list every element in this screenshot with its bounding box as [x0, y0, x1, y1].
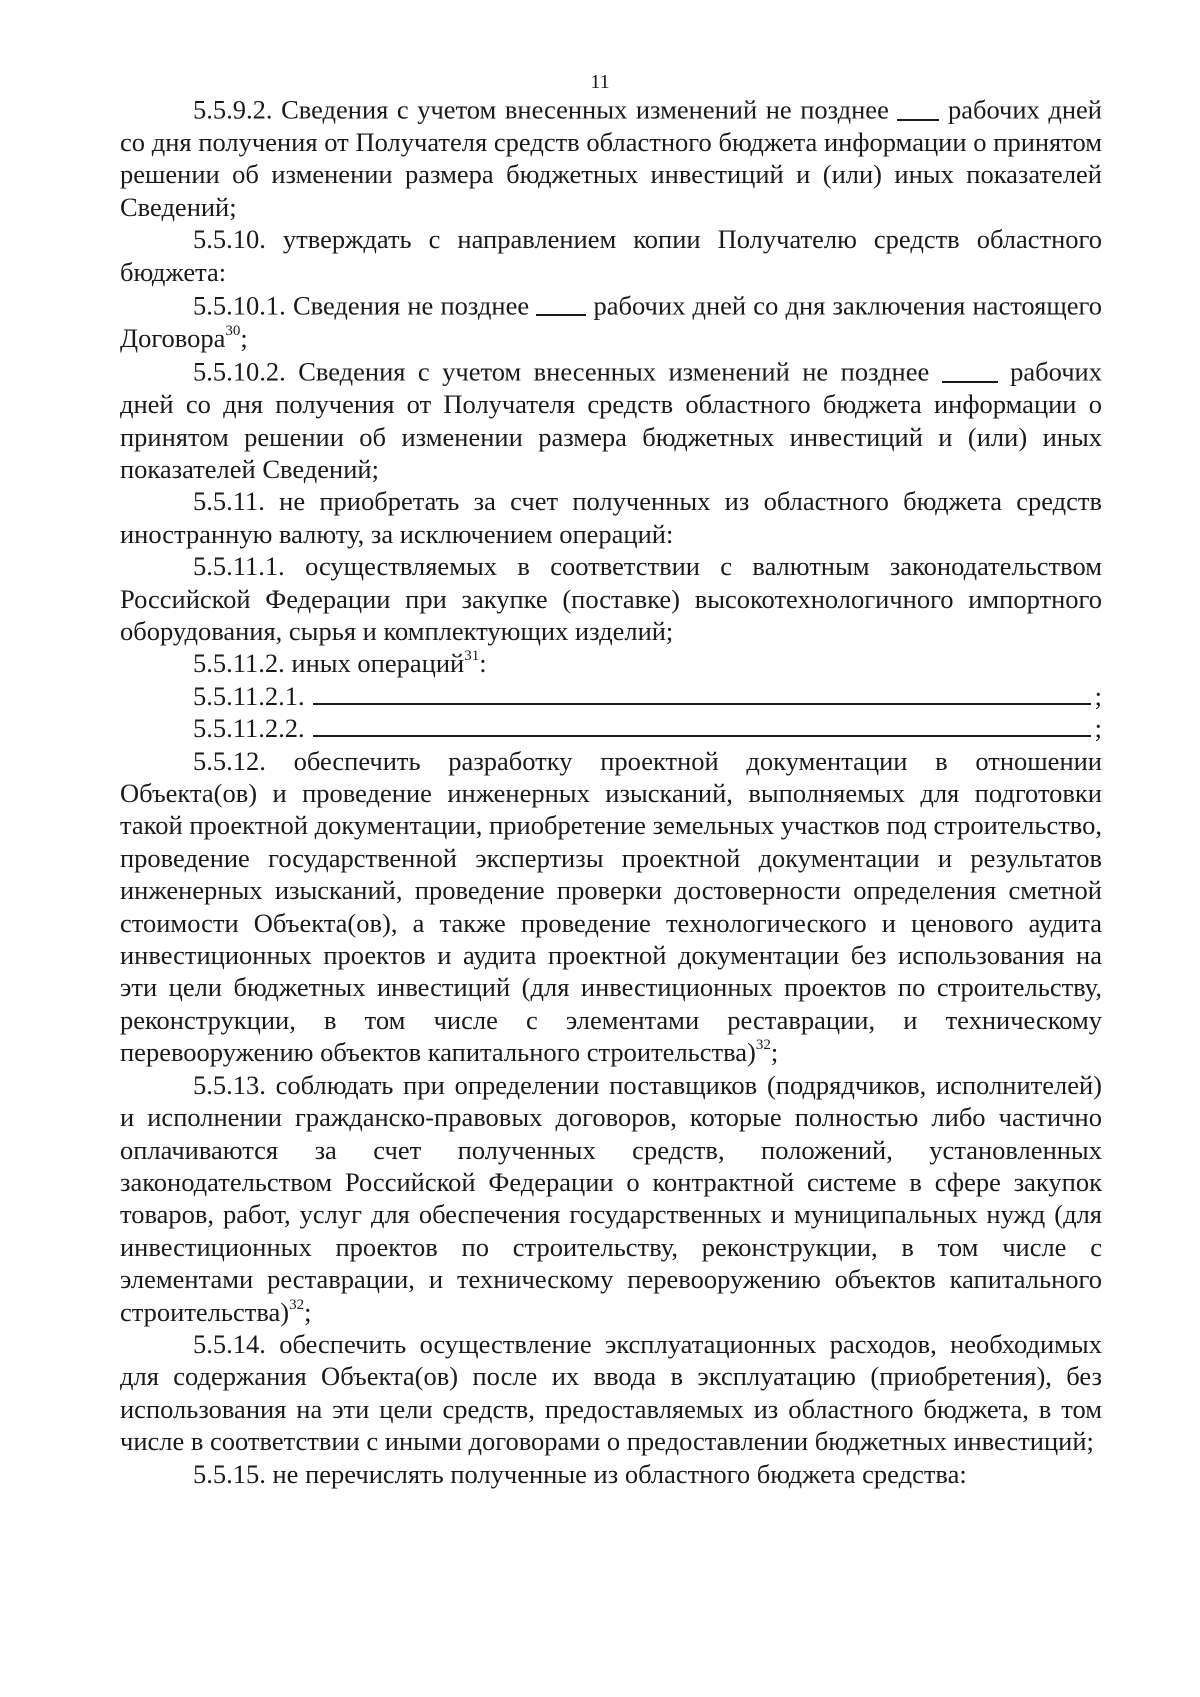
clause-text: 5.5.9.2. Сведения с учетом внесенных изменений не позднее — [193, 94, 898, 125]
clause-5-5-10: 5.5.10. утверждать с направлением копии Получателю средств областного бюджета: — [120, 224, 1102, 287]
document-body — [120, 92, 1102, 1490]
fill-in-line — [313, 681, 1091, 705]
clause-5-5-10-2 — [120, 354, 1102, 485]
clause-text: ; — [304, 1296, 312, 1327]
footnote-ref: 32 — [755, 1037, 771, 1054]
fill-in-line — [313, 713, 1091, 737]
clause-text: рабочих дней со дня получения от Получателя средств областного бюджета информации о принятом решении об изменении размера бюджетных инвестиций и (или) иных показателей Сведений; — [120, 94, 1102, 222]
clause-text: : — [479, 648, 487, 679]
clause-5-5-11-1: 5.5.11.1. осуществляемых в соответствии с валютным законодательством Российской Федерации при закупке (поставке) высокотехнологичного импортного оборудования, сырья и комплектующих изделий; — [120, 551, 1102, 646]
clause-5-5-13 — [120, 1069, 1102, 1328]
footnote-ref: 32 — [289, 1296, 305, 1313]
footnote-ref: 31 — [464, 648, 480, 665]
clause-number: 5.5.11.2.1. — [193, 680, 305, 711]
fill-in-blank — [942, 354, 998, 383]
clause-5-5-11-2-2 — [120, 712, 1102, 744]
clause-text: 5.5.12. обеспечить разработку проектной документации в отношении Объекта(ов) и проведение инженерных изысканий, выполняемых для подготовки такой проектной документации, приобретение земельных участков под строительство, проведение государственной экспертизы проектной документации и результатов инженерных изысканий, проведение проверки достоверности определения сметной стоимости Объекта(ов), а также проведение технологического и ценового аудита инвестиционных проектов и аудита проектной документации без использования на эти цели бюджетных инвестиций (для инвестиционных проектов по строительству, реконструкции, в том числе с элементами реставрации, и техническому перевооружению объектов капитального строительства) — [120, 745, 1102, 1068]
clause-text: 5.5.13. соблюдать при определении поставщиков (подрядчиков, исполнителей) и исполнении гражданско-правовых договоров, которые полностью либо частично оплачиваются за счет полученных средств, положений, установленных законодательством Российской Федерации о контрактной системе в сфере закупок товаров, работ, услуг для обеспечения государственных и муниципальных нужд (для инвестиционных проектов по строительству, реконструкции, в том числе с элементами реставрации, и техническому перевооружению объектов капитального строительства) — [120, 1069, 1102, 1327]
clause-number: 5.5.11.2.2. — [193, 713, 305, 744]
page-number: 11 — [590, 71, 610, 93]
clause-5-5-9-2 — [120, 92, 1102, 223]
clause-5-5-11-2 — [120, 647, 1102, 679]
clause-text: ; — [770, 1037, 779, 1068]
clause-text: 5.5.11.2. иных операций — [193, 648, 465, 679]
clause-text: 5.5.10.2. Сведения с учетом внесенных изменений не позднее — [193, 356, 942, 387]
clause-5-5-10-1 — [120, 288, 1102, 354]
clause-5-5-11-2-1 — [120, 680, 1102, 712]
clause-text: рабочих дней со дня получения от Получателя средств областного бюджета информации о принятом решении об изменении размера бюджетных инвестиций и (или) иных показателей Сведений; — [120, 356, 1102, 484]
clause-5-5-14: 5.5.14. обеспечить осуществление эксплуатационных расходов, необходимых для содержания Объекта(ов) после их ввода в эксплуатацию (приобретения), без использования на эти цели средств, предоставляемых из областного бюджета, в том числе в соответствии с иными договорами о предоставлении бюджетных инвестиций; — [120, 1328, 1102, 1457]
clause-text: 5.5.10.1. Сведения не позднее — [193, 290, 537, 321]
footnote-ref: 30 — [225, 322, 241, 339]
clause-5-5-15: 5.5.15. не перечислять полученные из областного бюджета средства: — [193, 1458, 967, 1489]
fill-in-blank — [897, 92, 939, 121]
clause-text: рабочих дней со дня заключения настоящего Договора — [120, 290, 1102, 353]
clause-text: ; — [240, 322, 248, 353]
clause-end: ; — [1094, 713, 1102, 744]
clause-5-5-12 — [120, 745, 1102, 1069]
clause-end: ; — [1094, 680, 1102, 711]
clause-5-5-11: 5.5.11. не приобретать за счет полученных из областного бюджета средств иностранную валюту, за исключением операций: — [120, 486, 1102, 549]
fill-in-blank — [536, 288, 586, 317]
